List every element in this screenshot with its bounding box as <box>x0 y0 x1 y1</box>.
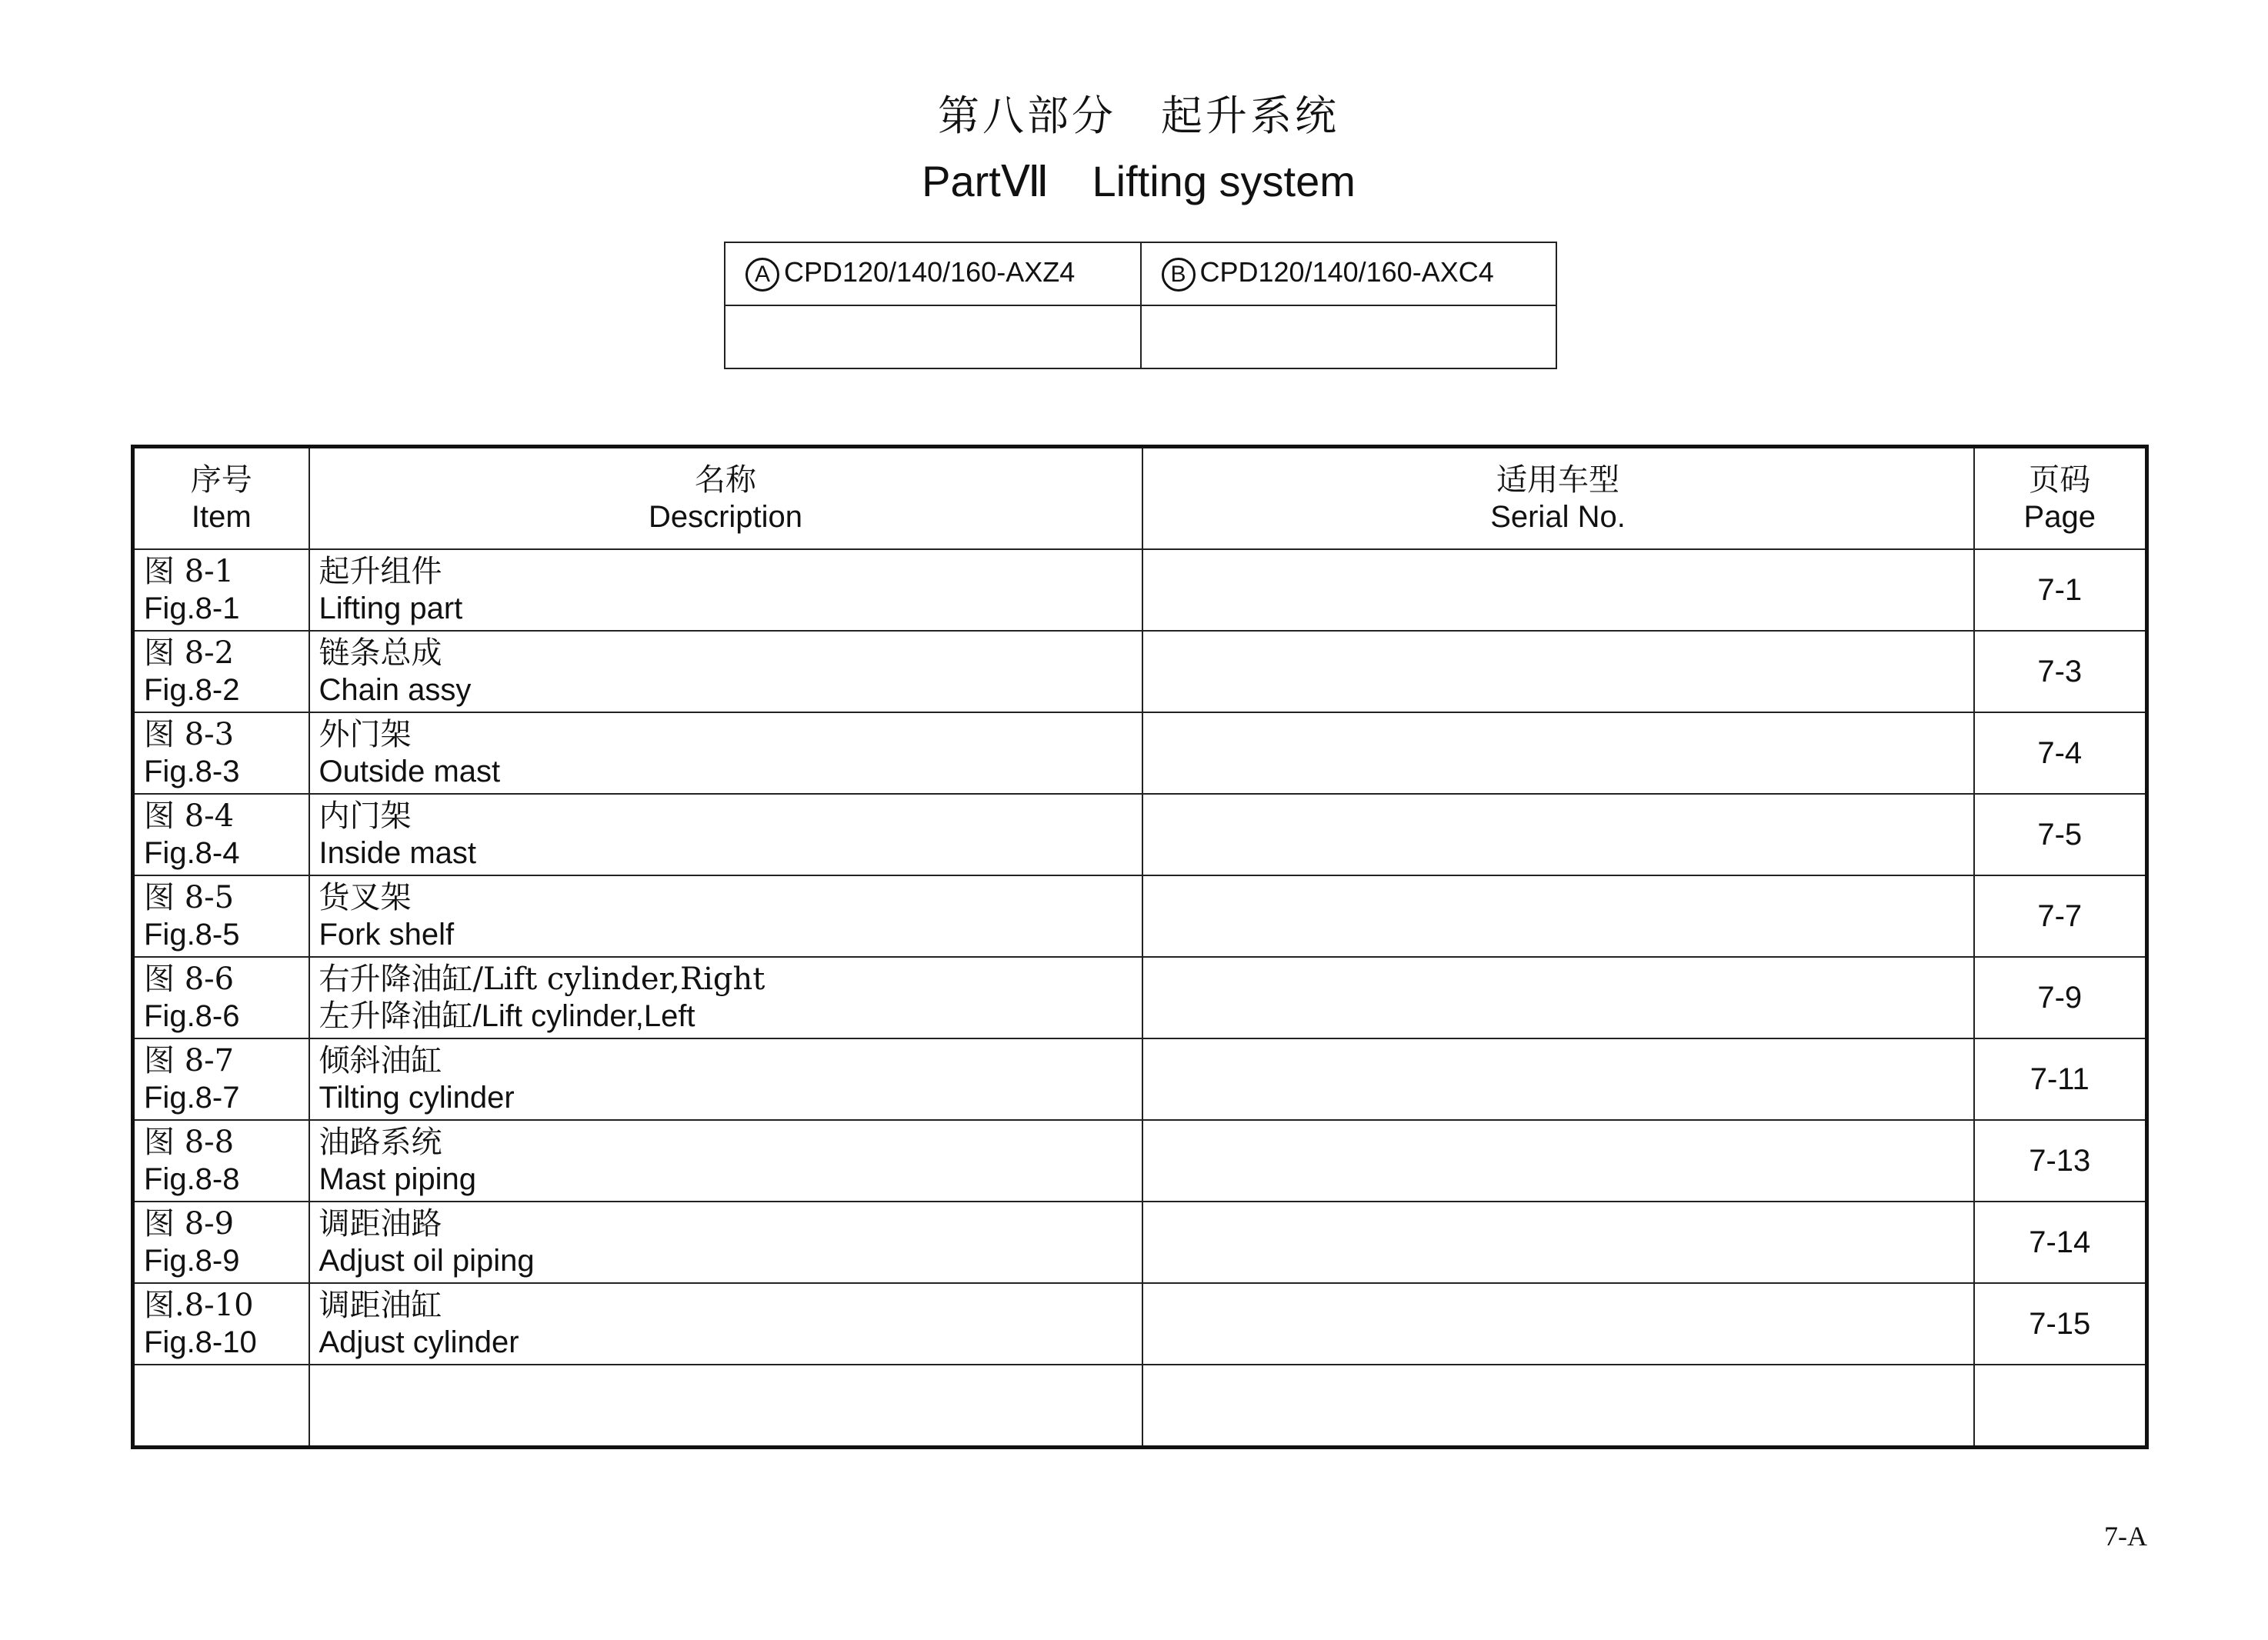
table-row <box>133 875 2147 957</box>
table-row <box>133 794 2147 875</box>
empty-cell <box>1142 1365 1974 1448</box>
table-row <box>133 957 2147 1038</box>
page-cell: 7-7 <box>1974 875 2147 957</box>
item-cell: 图.8-10 Fig.8-10 <box>133 1283 309 1365</box>
description-cell: 链条总成 Chain assy <box>309 631 1142 712</box>
description-cell: 起升组件 Lifting part <box>309 549 1142 631</box>
page-cell: 7-11 <box>1974 1038 2147 1120</box>
description-cell: 内门架 Inside mast <box>309 794 1142 875</box>
empty-cell <box>1974 1365 2147 1448</box>
model-b-empty <box>1141 305 1557 368</box>
page-cell: 7-4 <box>1974 712 2147 794</box>
col-header-item: 序号 Item <box>133 447 309 550</box>
description-cell: 外门架 Outside mast <box>309 712 1142 794</box>
page-cell: 7-5 <box>1974 794 2147 875</box>
item-cell: 图 8-5 Fig.8-5 <box>133 875 309 957</box>
empty-row <box>133 1365 2147 1448</box>
serial-cell <box>1142 712 1974 794</box>
empty-cell <box>309 1365 1142 1448</box>
circled-a-icon: A <box>745 258 779 292</box>
item-cell: 图 8-8 Fig.8-8 <box>133 1120 309 1202</box>
description-cell: 倾斜油缸 Tilting cylinder <box>309 1038 1142 1120</box>
description-cell: 货叉架 Fork shelf <box>309 875 1142 957</box>
empty-cell <box>133 1365 309 1448</box>
model-a-cell <box>725 242 1141 305</box>
table-header-row <box>133 447 2147 550</box>
model-a-empty <box>725 305 1141 368</box>
description-cell: 油路系统 Mast piping <box>309 1120 1142 1202</box>
description-cell: 调距油路 Adjust oil piping <box>309 1202 1142 1283</box>
col-header-description: 名称 Description <box>309 447 1142 550</box>
item-cell: 图 8-7 Fig.8-7 <box>133 1038 309 1120</box>
page-cell: 7-14 <box>1974 1202 2147 1283</box>
serial-cell <box>1142 875 1974 957</box>
item-cell: 图 8-4 Fig.8-4 <box>133 794 309 875</box>
serial-cell <box>1142 1283 1974 1365</box>
title-english: PartⅦ Lifting system <box>922 157 1356 205</box>
serial-cell <box>1142 794 1974 875</box>
serial-cell <box>1142 1120 1974 1202</box>
serial-cell <box>1142 1202 1974 1283</box>
item-cell: 图 8-9 Fig.8-9 <box>133 1202 309 1283</box>
serial-cell <box>1142 549 1974 631</box>
table-row <box>133 1202 2147 1283</box>
title-chinese: 第八部分 起升系统 <box>938 92 1339 140</box>
item-cell: 图 8-2 Fig.8-2 <box>133 631 309 712</box>
page-cell: 7-15 <box>1974 1283 2147 1365</box>
table-row <box>133 631 2147 712</box>
table-row <box>133 712 2147 794</box>
serial-cell <box>1142 631 1974 712</box>
page-cell: 7-9 <box>1974 957 2147 1038</box>
page-cell: 7-3 <box>1974 631 2147 712</box>
description-cell: 右升降油缸/Lift cylinder,Right 左升降油缸/Lift cylinder,Left <box>309 957 1142 1038</box>
table-row <box>133 549 2147 631</box>
models-table <box>724 242 1557 369</box>
serial-cell <box>1142 1038 1974 1120</box>
description-cell: 调距油缸 Adjust cylinder <box>309 1283 1142 1365</box>
item-cell: 图 8-1 Fig.8-1 <box>133 549 309 631</box>
page-number: 7-A <box>2104 1521 2147 1552</box>
circled-b-icon: B <box>1162 258 1196 292</box>
table-row <box>133 1038 2147 1120</box>
col-header-serial: 适用车型 Serial No. <box>1142 447 1974 550</box>
item-cell: 图 8-6 Fig.8-6 <box>133 957 309 1038</box>
page-cell: 7-1 <box>1974 549 2147 631</box>
model-b-cell <box>1141 242 1557 305</box>
contents-table <box>131 445 2149 1449</box>
model-a-name: CPD120/140/160-AXZ4 <box>784 256 1076 288</box>
serial-cell <box>1142 957 1974 1038</box>
item-cell: 图 8-3 Fig.8-3 <box>133 712 309 794</box>
table-row <box>133 1283 2147 1365</box>
page-cell: 7-13 <box>1974 1120 2147 1202</box>
model-b-name: CPD120/140/160-AXC4 <box>1199 256 1494 288</box>
col-header-page: 页码 Page <box>1974 447 2147 550</box>
table-row <box>133 1120 2147 1202</box>
